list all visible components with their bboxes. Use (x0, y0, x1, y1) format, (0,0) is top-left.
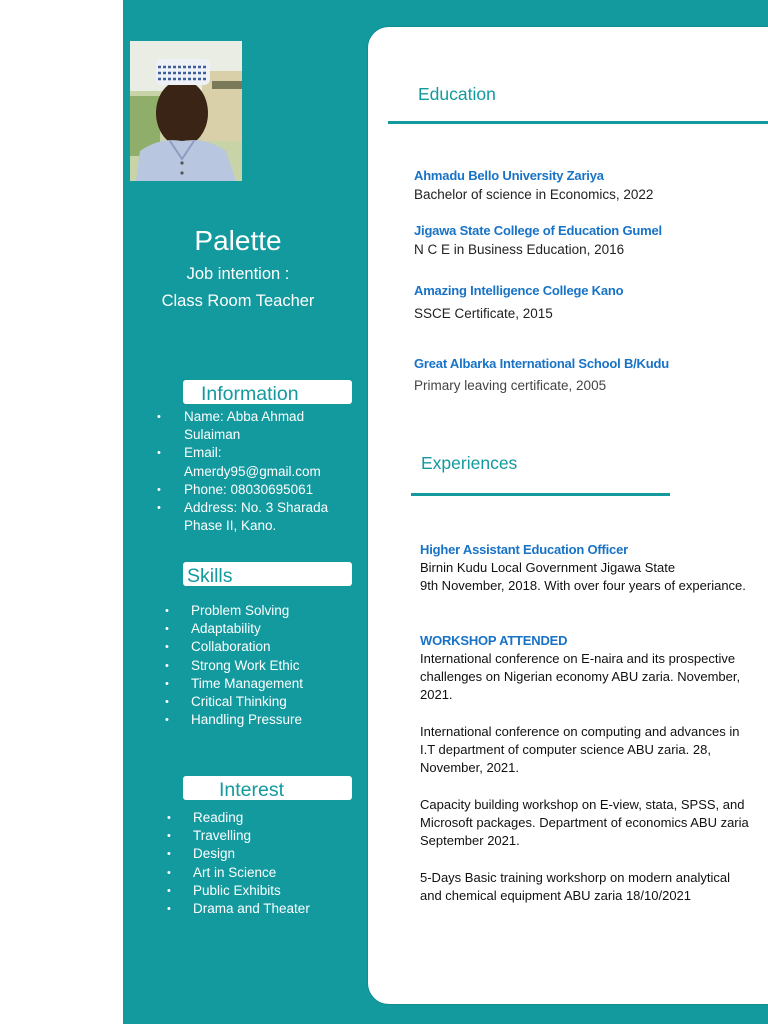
info-address: • Address: No. 3 Sharada Phase II, Kano. (184, 499, 344, 535)
information-list (184, 408, 344, 535)
skill-item: • Strong Work Ethic (191, 657, 351, 675)
info-phone: • Phone: 08030695061 (184, 481, 344, 499)
education-divider (388, 121, 768, 124)
experiences-heading: Experiences (421, 453, 518, 473)
profile-name: Palette (194, 225, 282, 256)
skill-item: • Adaptability (191, 620, 351, 638)
workshops-section (420, 632, 750, 705)
workshop-item: International conference on E-naira and its prospective challenges on Nigerian economy ABU zaria. November, 2021. (420, 651, 741, 703)
workshop-item: International conference on computing and advances in I.T department of computer science ABU zaria. 28, November, 2021. (420, 724, 740, 776)
experience-role-place: Birnin Kudu Local Government Jigawa State (420, 560, 676, 575)
skill-item: • Handling Pressure (191, 711, 351, 729)
education-school: Great Albarka International School B/Kudu (414, 356, 669, 371)
workshop-heading: WORKSHOP ATTENDED (420, 633, 568, 648)
profile-photo-image (130, 41, 242, 181)
skill-item: • Time Management (191, 675, 351, 693)
interest-item: • Reading (193, 809, 353, 827)
skills-heading: Skills (183, 562, 352, 586)
skills-list (191, 602, 351, 729)
education-school: Amazing Intelligence College Kano (414, 283, 624, 298)
education-entry (414, 355, 754, 394)
education-detail: N C E in Business Education, 2016 (414, 242, 625, 257)
workshop-entry (420, 723, 750, 778)
education-heading: Education (418, 84, 496, 104)
job-title: Class Room Teacher (161, 292, 315, 310)
education-detail: Bachelor of science in Economics, 2022 (414, 187, 654, 202)
experience-role-title: Higher Assistant Education Officer (420, 542, 628, 557)
workshop-entry (420, 796, 750, 851)
education-school: Ahmadu Bello University Zariya (414, 168, 604, 183)
education-school: Jigawa State College of Education Gumel (414, 223, 662, 238)
education-entry (414, 167, 754, 203)
skill-item: • Critical Thinking (191, 693, 351, 711)
workshop-item: 5-Days Basic training workshorp on modern analytical and chemical equipment ABU zaria 18/10/2021 (420, 870, 730, 904)
interest-item: • Travelling (193, 827, 353, 845)
info-name: • Name: Abba Ahmad Sulaiman (184, 408, 344, 444)
interest-item: • Drama and Theater (193, 900, 353, 918)
skill-item: • Collaboration (191, 638, 351, 656)
interest-item: • Design (193, 845, 353, 863)
profile-photo (130, 41, 242, 181)
experiences-divider (411, 493, 670, 496)
education-detail: SSCE Certificate, 2015 (414, 306, 553, 321)
job-intention-label: Job intention : (186, 265, 290, 283)
interest-item: • Public Exhibits (193, 882, 353, 900)
interest-item: • Art in Science (193, 864, 353, 882)
experience-entry (420, 541, 750, 595)
education-entry (414, 282, 754, 322)
education-entry (414, 222, 754, 258)
interest-heading: Interest (183, 776, 352, 800)
workshop-item: Capacity building workshop on E-view, stata, SPSS, and Microsoft packages. Department of economics ABU zaria September 2021. (420, 797, 749, 849)
workshop-entry (420, 869, 750, 905)
education-detail: Primary leaving certificate, 2005 (414, 378, 607, 393)
info-email: • Email: Amerdy95@gmail.com (184, 444, 344, 480)
experience-role-detail: 9th November, 2018. With over four years of experiance. (420, 578, 746, 594)
skill-item: • Problem Solving (191, 602, 351, 620)
information-heading: Information (183, 380, 352, 404)
interest-list (193, 809, 353, 918)
